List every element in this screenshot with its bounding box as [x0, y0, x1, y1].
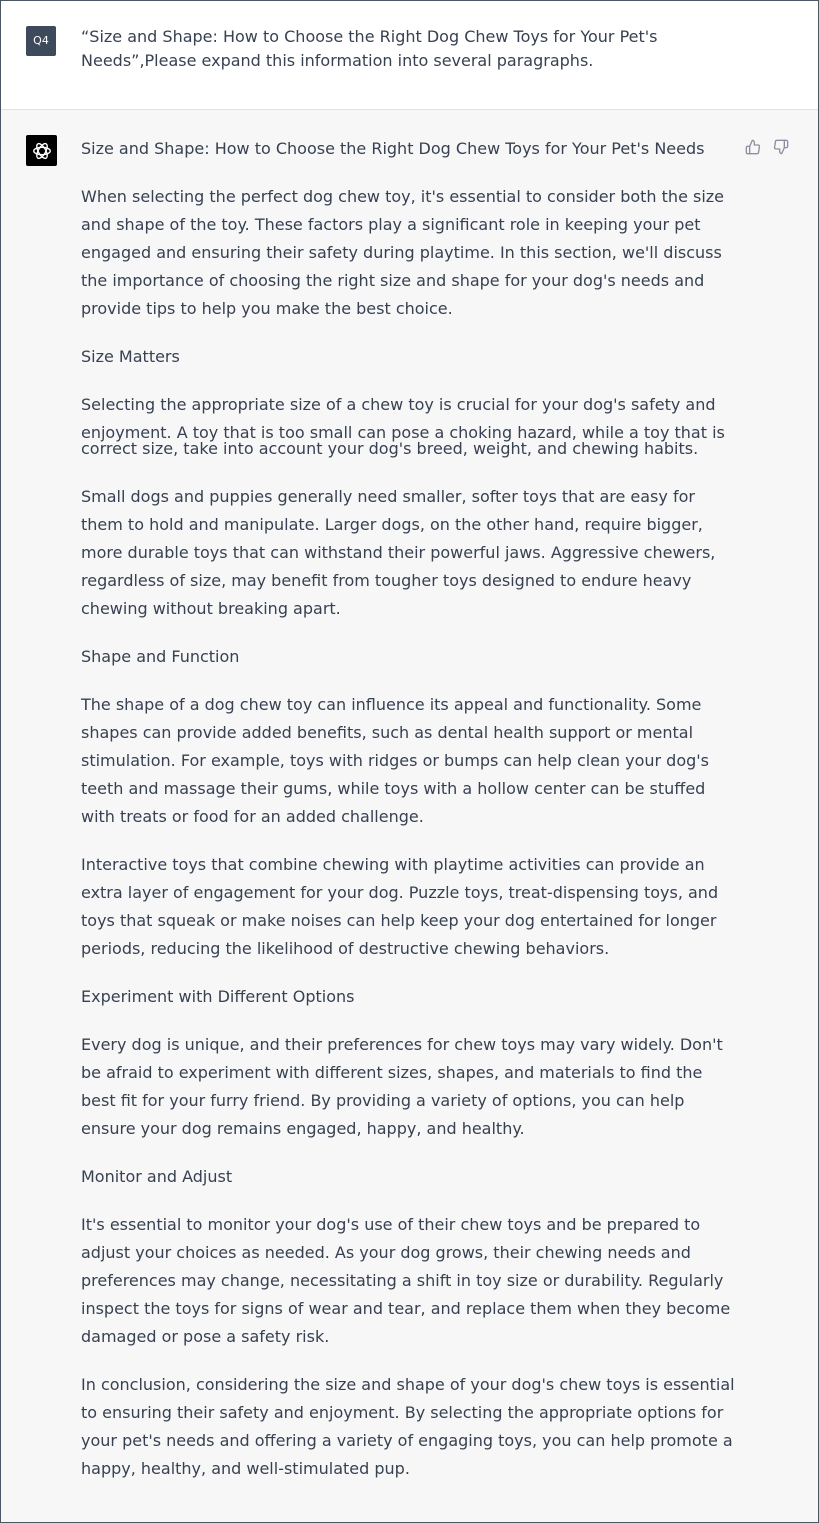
- openai-logo-icon: [26, 135, 57, 166]
- response-paragraph: The shape of a dog chew toy can influence its appeal and functionality. Some shapes can provide added benefits, such as dental health support or mental stimulation. For example, toys with ridges or bumps can help clean your dog's teeth and massage their gums, while toys with a hollow center can be stuffed with treats or food for an added challenge.: [81, 695, 709, 826]
- response-paragraph: Every dog is unique, and their preferences for chew toys may vary widely. Don't be afraid to experiment with different sizes, shapes, and materials to find the best fit for your furry friend. By providing a variety of options, you can help ensure your dog remains engaged, happy, and healthy.: [81, 1035, 723, 1138]
- section-heading: Experiment with Different Options: [81, 987, 355, 1006]
- user-message-row: [1, 1, 818, 110]
- user-avatar: Q4: [26, 26, 56, 56]
- response-paragraph: Selecting the appropriate size of a chew toy is crucial for your dog's safety and enjoyment. A toy that is too small can pose a choking hazard, while a toy that is: [81, 395, 725, 442]
- user-message-text: “Size and Shape: How to Choose the Right Dog Chew Toys for Your Pet's Needs”,Please expand this information into several paragraphs.: [81, 27, 658, 70]
- section-heading: Monitor and Adjust: [81, 1167, 233, 1186]
- section-heading: Shape and Function: [81, 647, 240, 666]
- response-paragraph: In conclusion, considering the size and shape of your dog's chew toys is essential to ensuring their safety and enjoyment. By selecting the appropriate options for your pet's needs and offering a variety of engaging toys, you can help promote a happy, healthy, and well-stimulated pup.: [81, 1375, 735, 1478]
- response-paragraph: It's essential to monitor your dog's use of their chew toys and be prepared to adjust your choices as needed. As your dog grows, their chewing needs and preferences may change, necessitating a shift in toy size or durability. Regularly inspect the toys for signs of wear and tear, and replace them when they become damaged or pose a safety risk.: [81, 1215, 731, 1346]
- response-paragraph: Small dogs and puppies generally need smaller, softer toys that are easy for them to hold and manipulate. Larger dogs, on the other hand, require bigger, more durable toys that can withstand their powerful jaws. Aggressive chewers, regardless of size, may benefit from tougher toys designed to endure heavy chewing without breaking apart.: [81, 487, 716, 618]
- thumbs-up-icon[interactable]: [744, 138, 762, 156]
- response-paragraph: correct size, take into account your dog's breed, weight, and chewing habits.: [81, 439, 699, 458]
- response-paragraph: Interactive toys that combine chewing with playtime activities can provide an extra layer of engagement for your dog. Puzzle toys, treat-dispensing toys, and toys that squeak or make noises can help keep your dog entertained for longer periods, reducing the likelihood of destructive chewing behaviors.: [81, 855, 719, 958]
- response-paragraph: When selecting the perfect dog chew toy, it's essential to consider both the size and shape of the toy. These factors play a significant role in keeping your pet engaged and ensuring their safety during playtime. In this section, we'll discuss the importance of choosing the right size and shape for your dog's needs and provide tips to help you make the best choice.: [81, 187, 725, 318]
- response-title: Size and Shape: How to Choose the Right Dog Chew Toys for Your Pet's Needs: [81, 139, 705, 158]
- section-heading: Size Matters: [81, 347, 180, 366]
- thumbs-down-icon[interactable]: [772, 138, 790, 156]
- assistant-message-row: [1, 110, 818, 1522]
